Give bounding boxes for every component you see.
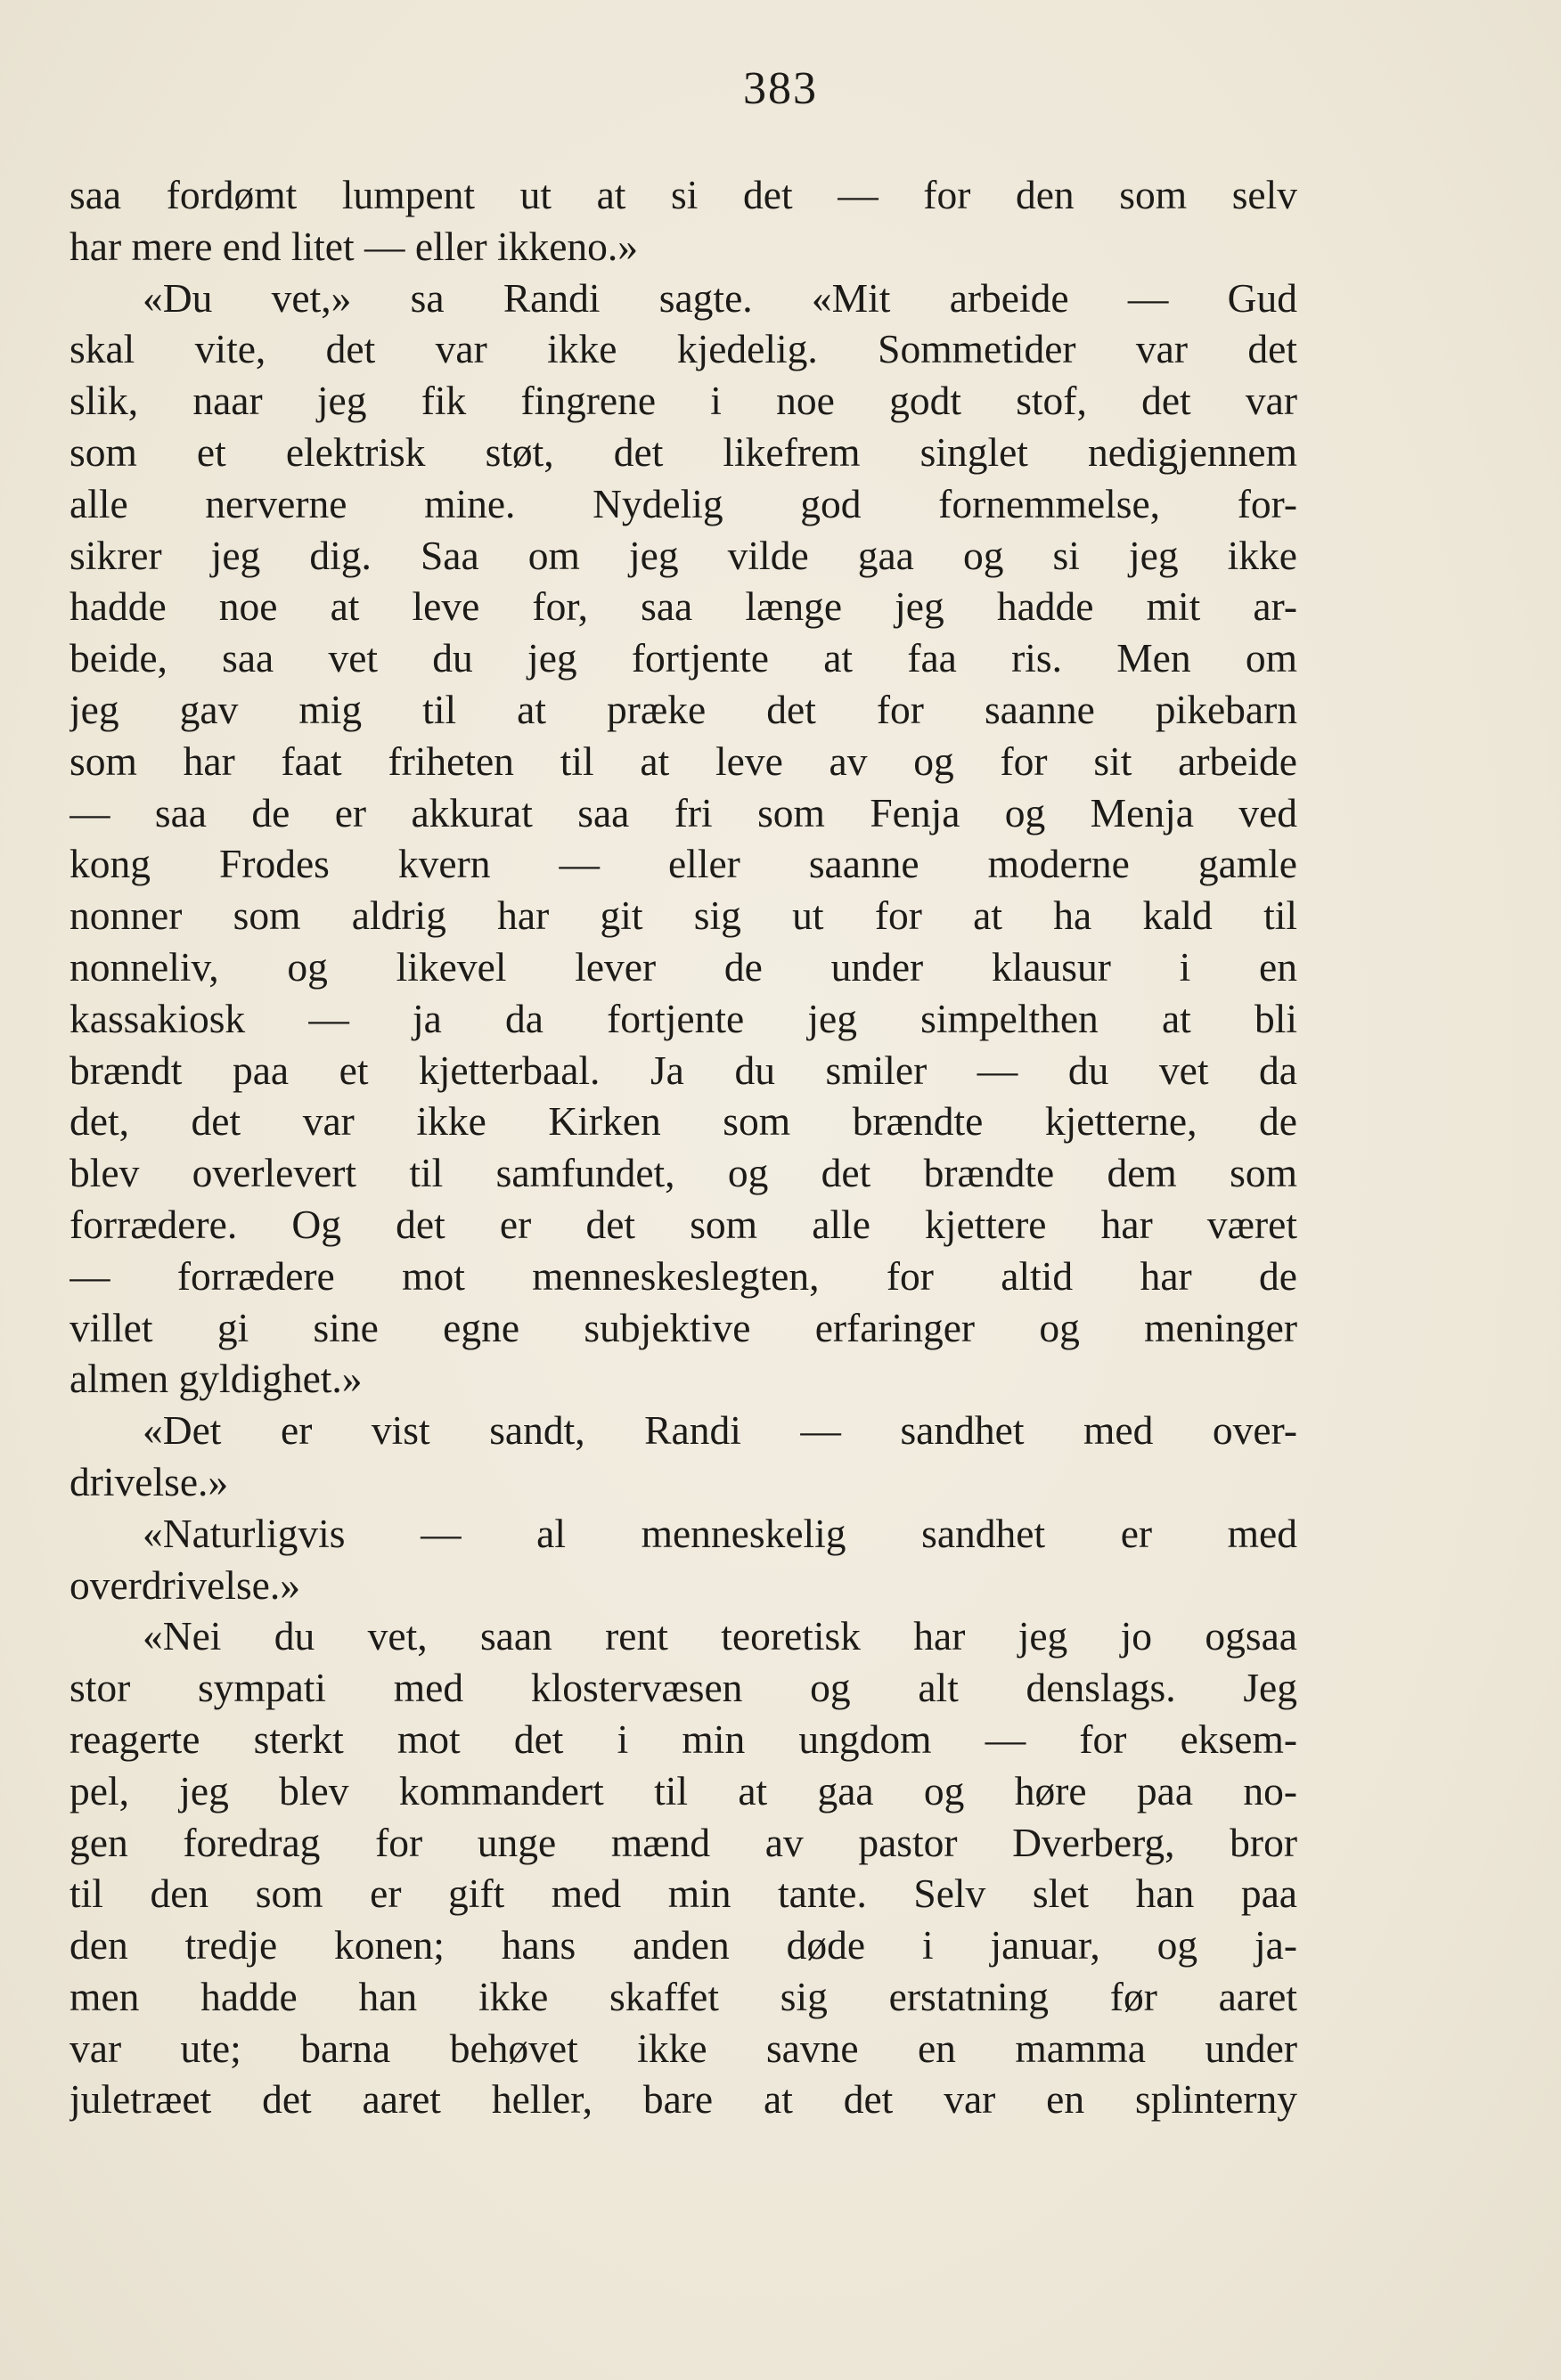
text-line: gen foredrag for unge mænd av pastor Dverberg, bror [69,1819,1297,1865]
text-line: til den som er gift med min tante. Selv slet han paa [69,1871,1297,1917]
text-line: «Det er vist sandt, Randi — sandhet med over- [143,1407,1297,1454]
text-line: kassakiosk — ja da fortjente jeg simpelthen at bli [69,995,1297,1041]
text-line: kong Frodes kvern — eller saanne moderne gamle [69,841,1297,887]
text-line: saa fordømt lumpent ut at si det — for den som selv [69,172,1297,217]
text-line: «Naturligvis — al menneskelig sandhet er med [143,1510,1297,1556]
text-line: alle nerverne mine. Nydelig god fornemmelse, for- [69,480,1297,526]
text-line: som har faat friheten til at leve av og for sit arbeide [69,738,1297,784]
text-line: villet gi sine egne subjektive erfaringer og meninger [69,1304,1297,1350]
text-line: overdrivelse.» [69,1561,301,1608]
text-line: — forrædere mot menneskeslegten, for altid har de [69,1252,1297,1299]
body-text [69,169,1297,2125]
text-line: pel, jeg blev kommandert til at gaa og høre paa no- [69,1767,1297,1814]
text-line: drivelse.» [69,1458,229,1504]
text-line: blev overlevert til samfundet, og det brændte dem som [69,1150,1297,1196]
text-line: brændt paa et kjetterbaal. Ja du smiler — du vet da [69,1047,1297,1093]
text-line: slik, naar jeg fik fingrene i noe godt stof, det var [69,378,1297,424]
text-line: var ute; barna behøvet ikke savne en mamma under [69,2025,1297,2071]
text-line: jeg gav mig til at præke det for saanne pikebarn [69,686,1297,732]
text-line: som et elektrisk støt, det likefrem singlet nedigjennem [69,428,1297,475]
text-line: juletræet det aaret heller, bare at det var en splinterny [69,2076,1297,2123]
text-line: hadde noe at leve for, saa længe jeg hadde mit ar- [69,583,1297,630]
text-line: almen gyldighet.» [69,1356,363,1402]
text-line: «Nei du vet, saan rent teoretisk har jeg jo ogsaa [143,1613,1297,1659]
text-line: — saa de er akkurat saa fri som Fenja og Menja ved [69,789,1297,835]
text-line: nonner som aldrig har git sig ut for at ha kald til [69,892,1297,939]
page-number: 383 [743,63,818,114]
text-line: beide, saa vet du jeg fortjente at faa ris. Men om [69,635,1297,681]
text-line: men hadde han ikke skaffet sig erstatning før aaret [69,1973,1297,2019]
text-line: sikrer jeg dig. Saa om jeg vilde gaa og si jeg ikke [69,532,1297,578]
text-line: stor sympati med klostervæsen og alt denslags. Jeg [69,1665,1297,1711]
text-line: nonneliv, og likevel lever de under klausur i en [69,943,1297,990]
text-line: skal vite, det var ikke kjedelig. Sommetider var det [69,326,1297,372]
text-line: «Du vet,» sa Randi sagte. «Mit arbeide — Gud [143,274,1297,321]
text-line: det, det var ikke Kirken som brændte kjetterne, de [69,1098,1297,1145]
text-line: reagerte sterkt mot det i min ungdom — for eksem- [69,1716,1297,1762]
text-line: forrædere. Og det er det som alle kjettere har været [69,1201,1297,1247]
text-line: den tredje konen; hans anden døde i januar, og ja- [69,1922,1297,1968]
text-line: har mere end litet — eller ikkeno.» [69,223,639,269]
